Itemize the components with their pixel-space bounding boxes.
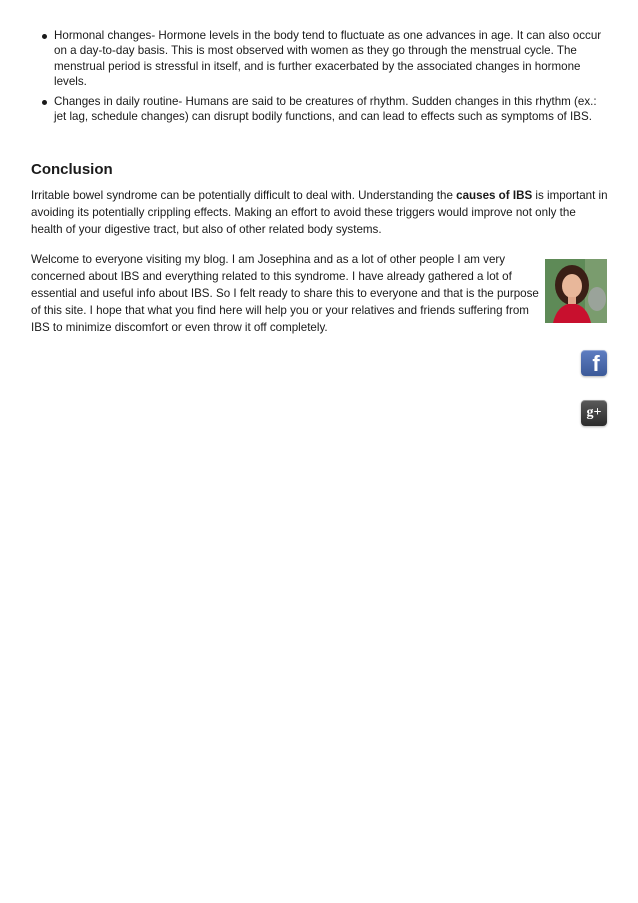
bullet-list	[34, 28, 606, 128]
conclusion-heading: Conclusion	[31, 161, 113, 178]
bullet-text-routine: Changes in daily routine- Humans are said to be creatures of rhythm. Sudden changes in this rhythm (ex.: jet lag, schedule changes) can disrupt bodily functions, and can lead to effects such as symptoms of IBS.	[54, 94, 597, 124]
google-plus-icon: g+	[586, 405, 602, 420]
facebook-share-button[interactable]	[581, 350, 607, 376]
google-plus-share-button[interactable]	[581, 400, 607, 426]
conclusion-text-start: Irritable bowel syndrome can be potentially difficult to deal with. Understanding the	[31, 189, 457, 202]
bullet-dot	[42, 100, 47, 105]
causes-of-ibs-link[interactable]: causes of IBS	[456, 189, 533, 202]
list-item	[34, 28, 606, 90]
conclusion-paragraph	[31, 187, 609, 238]
conclusion-text-end: is important in avoiding its potentially crippling effects. Making an effort to avoid these triggers would improve not only the health of your digestive tract, but also of other related body systems.	[31, 189, 608, 236]
list-item	[34, 94, 606, 125]
facebook-icon: f	[592, 351, 600, 376]
author-photo	[545, 259, 607, 323]
bullet-dot	[42, 34, 47, 39]
author-welcome-paragraph: Welcome to everyone visiting my blog. I am Josephina and as a lot of other people I am very concerned about IBS and everything related to this syndrome. I have already gathered a lot of essential and useful info about IBS. So I felt ready to share this to everyone and that is the purpose of this site. I hope that what you find here will help you or your relatives and friends suffering from IBS to minimize discomfort or even throw it off completely.	[31, 253, 539, 334]
bullet-text-hormonal: Hormonal changes- Hormone levels in the body tend to fluctuate as one advances in age. It can also occur on a day-to-day basis. This is most observed with women as they go through the menstrual cycle. The menstrual period is stressful in itself, and is further exacerbated by the associated changes in hormone levels.	[54, 29, 602, 89]
